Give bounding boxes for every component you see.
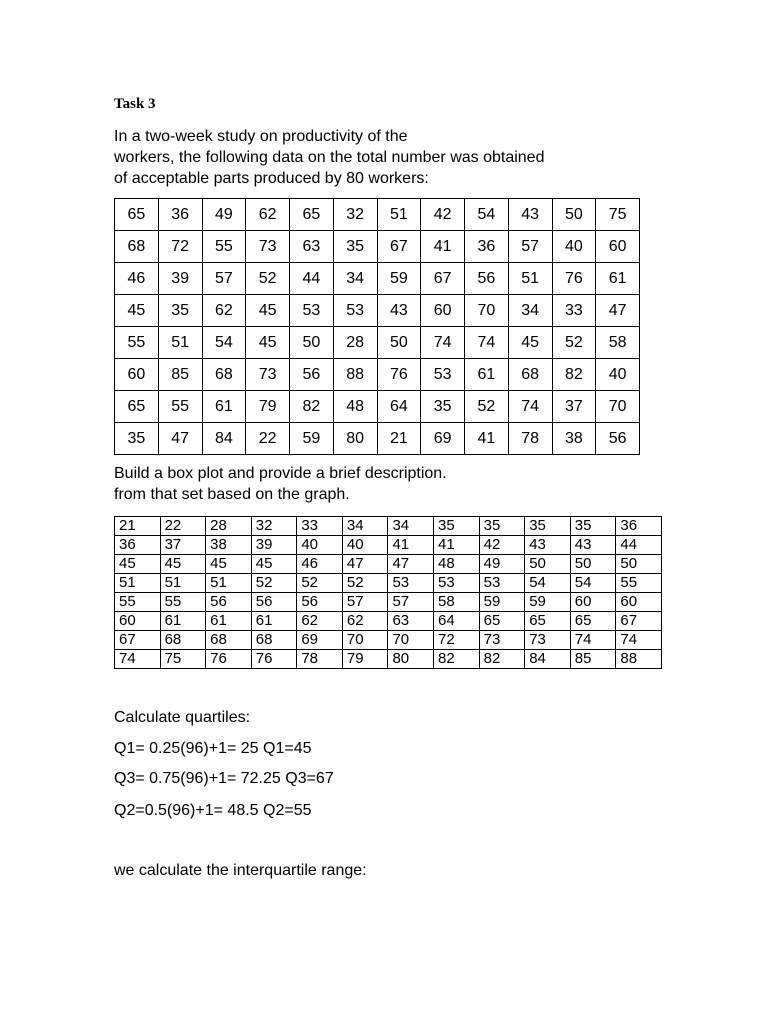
table-cell: 36 (616, 517, 662, 536)
table-cell: 59 (377, 263, 421, 295)
table-cell: 79 (246, 391, 290, 423)
table-cell: 60 (596, 231, 640, 263)
intro-paragraph (114, 126, 544, 189)
table-cell: 60 (616, 593, 662, 612)
table-cell: 45 (246, 327, 290, 359)
table-cell: 38 (552, 423, 596, 455)
table-cell: 40 (342, 536, 388, 555)
table-cell: 59 (525, 593, 571, 612)
table-cell: 50 (616, 555, 662, 574)
table-cell: 49 (479, 555, 525, 574)
table-row (115, 263, 640, 295)
table-cell: 37 (160, 536, 206, 555)
table-cell: 55 (160, 593, 206, 612)
table-cell: 79 (342, 650, 388, 669)
table-cell: 49 (202, 199, 246, 231)
table-cell: 61 (596, 263, 640, 295)
table-cell: 35 (115, 423, 159, 455)
table-cell: 59 (479, 593, 525, 612)
table-cell: 28 (333, 327, 377, 359)
table-cell: 57 (342, 593, 388, 612)
table-cell: 34 (388, 517, 434, 536)
q3-calculation: Q3= 0.75(96)+1= 72.25 Q3=67 (114, 770, 334, 787)
table-cell: 39 (251, 536, 297, 555)
table-row (115, 593, 662, 612)
table-cell: 47 (158, 423, 202, 455)
table-cell: 43 (525, 536, 571, 555)
table-cell: 75 (160, 650, 206, 669)
intro-line: In a two-week study on productivity of the (114, 128, 408, 145)
intro-line: workers, the following data on the total number was obtained (114, 149, 545, 166)
table-cell: 68 (160, 631, 206, 650)
table-row (115, 359, 640, 391)
build-instructions (114, 463, 447, 505)
table-cell: 59 (290, 423, 334, 455)
table-cell: 65 (525, 612, 571, 631)
table-cell: 53 (290, 295, 334, 327)
table-cell: 74 (115, 650, 161, 669)
task-title: Task 3 (114, 96, 156, 112)
table-cell: 70 (465, 295, 509, 327)
table-cell: 35 (421, 391, 465, 423)
table-cell: 78 (297, 650, 343, 669)
q2-calculation: Q2=0.5(96)+1= 48.5 Q2=55 (114, 802, 312, 819)
table-cell: 44 (290, 263, 334, 295)
table-row (115, 574, 662, 593)
table-cell: 56 (206, 593, 252, 612)
table-cell: 88 (333, 359, 377, 391)
table-cell: 56 (297, 593, 343, 612)
table-cell: 52 (342, 574, 388, 593)
table-row (115, 231, 640, 263)
table-cell: 36 (465, 231, 509, 263)
table-cell: 88 (616, 650, 662, 669)
table-cell: 65 (115, 199, 159, 231)
table-cell: 50 (377, 327, 421, 359)
table-cell: 52 (552, 327, 596, 359)
table-cell: 74 (465, 327, 509, 359)
build-line: Build a box plot and provide a brief description. (114, 465, 447, 482)
table-cell: 43 (377, 295, 421, 327)
table-cell: 51 (158, 327, 202, 359)
build-line: from that set based on the graph. (114, 486, 350, 503)
table-cell: 53 (421, 359, 465, 391)
table-cell: 68 (251, 631, 297, 650)
table-cell: 60 (115, 359, 159, 391)
table-cell: 44 (616, 536, 662, 555)
table-cell: 62 (342, 612, 388, 631)
table-cell: 34 (333, 263, 377, 295)
table-cell: 51 (377, 199, 421, 231)
table-cell: 64 (434, 612, 480, 631)
table-cell: 67 (115, 631, 161, 650)
table-cell: 85 (158, 359, 202, 391)
table-cell: 69 (297, 631, 343, 650)
table-cell: 76 (251, 650, 297, 669)
table-cell: 73 (525, 631, 571, 650)
table-cell: 74 (616, 631, 662, 650)
table-cell: 51 (206, 574, 252, 593)
table-cell: 60 (570, 593, 616, 612)
table-cell: 46 (297, 555, 343, 574)
table-cell: 54 (465, 199, 509, 231)
table-row (115, 650, 662, 669)
table-cell: 35 (479, 517, 525, 536)
table-cell: 67 (377, 231, 421, 263)
table-cell: 68 (206, 631, 252, 650)
table-cell: 45 (508, 327, 552, 359)
table-cell: 56 (465, 263, 509, 295)
table-cell: 85 (570, 650, 616, 669)
table-cell: 82 (479, 650, 525, 669)
table-cell: 41 (421, 231, 465, 263)
table-cell: 60 (115, 612, 161, 631)
table-cell: 67 (421, 263, 465, 295)
table-cell: 39 (158, 263, 202, 295)
table-cell: 61 (160, 612, 206, 631)
table-cell: 82 (552, 359, 596, 391)
table-cell: 48 (333, 391, 377, 423)
table-cell: 76 (552, 263, 596, 295)
table-cell: 58 (434, 593, 480, 612)
table-cell: 35 (434, 517, 480, 536)
table-cell: 33 (552, 295, 596, 327)
table-cell: 40 (552, 231, 596, 263)
table-cell: 34 (342, 517, 388, 536)
table-cell: 37 (552, 391, 596, 423)
table-cell: 70 (388, 631, 434, 650)
table-row (115, 555, 662, 574)
table-cell: 63 (388, 612, 434, 631)
table-cell: 32 (333, 199, 377, 231)
table-cell: 61 (206, 612, 252, 631)
table-cell: 32 (251, 517, 297, 536)
table-cell: 78 (508, 423, 552, 455)
table-cell: 52 (251, 574, 297, 593)
table-cell: 50 (552, 199, 596, 231)
table-cell: 84 (525, 650, 571, 669)
table-cell: 50 (290, 327, 334, 359)
table-cell: 65 (570, 612, 616, 631)
table-row (115, 391, 640, 423)
table-cell: 73 (479, 631, 525, 650)
table-cell: 68 (508, 359, 552, 391)
table-cell: 80 (333, 423, 377, 455)
table-cell: 53 (333, 295, 377, 327)
table-cell: 53 (434, 574, 480, 593)
table-cell: 57 (202, 263, 246, 295)
table-cell: 50 (525, 555, 571, 574)
table-cell: 55 (202, 231, 246, 263)
table-cell: 45 (251, 555, 297, 574)
table-cell: 43 (570, 536, 616, 555)
table-cell: 64 (377, 391, 421, 423)
table-cell: 55 (616, 574, 662, 593)
intro-line: of acceptable parts produced by 80 workers: (114, 170, 429, 187)
table-cell: 40 (596, 359, 640, 391)
table-cell: 74 (508, 391, 552, 423)
table-cell: 55 (158, 391, 202, 423)
table-row (115, 517, 662, 536)
table-cell: 54 (202, 327, 246, 359)
table-cell: 42 (479, 536, 525, 555)
table-cell: 61 (251, 612, 297, 631)
table-cell: 36 (158, 199, 202, 231)
table-row (115, 631, 662, 650)
table-row (115, 536, 662, 555)
table-cell: 48 (434, 555, 480, 574)
table-cell: 41 (388, 536, 434, 555)
table-cell: 35 (525, 517, 571, 536)
table-cell: 56 (251, 593, 297, 612)
table-cell: 73 (246, 231, 290, 263)
table-cell: 45 (160, 555, 206, 574)
table-row (115, 327, 640, 359)
table-cell: 62 (246, 199, 290, 231)
table-cell: 41 (465, 423, 509, 455)
table-cell: 46 (115, 263, 159, 295)
table-cell: 47 (388, 555, 434, 574)
table-cell: 82 (290, 391, 334, 423)
table-cell: 70 (596, 391, 640, 423)
table-cell: 53 (479, 574, 525, 593)
table-cell: 35 (570, 517, 616, 536)
table-cell: 84 (202, 423, 246, 455)
table-cell: 63 (290, 231, 334, 263)
table-cell: 57 (508, 231, 552, 263)
raw-data-table (114, 198, 640, 455)
table-row (115, 199, 640, 231)
table-cell: 47 (596, 295, 640, 327)
table-row (115, 423, 640, 455)
table-cell: 52 (246, 263, 290, 295)
table-cell: 56 (290, 359, 334, 391)
table-cell: 35 (158, 295, 202, 327)
table-cell: 45 (206, 555, 252, 574)
table-cell: 36 (115, 536, 161, 555)
table-cell: 22 (246, 423, 290, 455)
table-cell: 76 (377, 359, 421, 391)
table-cell: 58 (596, 327, 640, 359)
table-cell: 73 (246, 359, 290, 391)
table-cell: 51 (160, 574, 206, 593)
table-cell: 72 (158, 231, 202, 263)
table-cell: 65 (115, 391, 159, 423)
table-cell: 60 (421, 295, 465, 327)
table-row (115, 295, 640, 327)
table-cell: 75 (596, 199, 640, 231)
table-cell: 51 (508, 263, 552, 295)
table-cell: 76 (206, 650, 252, 669)
table-cell: 21 (377, 423, 421, 455)
table-cell: 68 (202, 359, 246, 391)
table-cell: 34 (508, 295, 552, 327)
table-cell: 65 (290, 199, 334, 231)
table-cell: 50 (570, 555, 616, 574)
table-cell: 22 (160, 517, 206, 536)
table-cell: 40 (297, 536, 343, 555)
table-cell: 45 (115, 295, 159, 327)
table-cell: 74 (570, 631, 616, 650)
table-cell: 54 (570, 574, 616, 593)
table-cell: 51 (115, 574, 161, 593)
table-cell: 54 (525, 574, 571, 593)
table-cell: 52 (297, 574, 343, 593)
table-cell: 68 (115, 231, 159, 263)
sorted-data-table (114, 516, 662, 669)
table-cell: 55 (115, 593, 161, 612)
iqr-text: we calculate the interquartile range: (114, 862, 367, 879)
table-cell: 41 (434, 536, 480, 555)
table-cell: 56 (596, 423, 640, 455)
table-cell: 45 (246, 295, 290, 327)
table-cell: 61 (465, 359, 509, 391)
table-cell: 55 (115, 327, 159, 359)
table-cell: 57 (388, 593, 434, 612)
table-cell: 67 (616, 612, 662, 631)
table-cell: 74 (421, 327, 465, 359)
quartiles-heading: Calculate quartiles: (114, 709, 251, 726)
table-cell: 33 (297, 517, 343, 536)
table-cell: 80 (388, 650, 434, 669)
table-cell: 62 (202, 295, 246, 327)
table-cell: 53 (388, 574, 434, 593)
table-row (115, 612, 662, 631)
table-cell: 72 (434, 631, 480, 650)
q1-calculation: Q1= 0.25(96)+1= 25 Q1=45 (114, 740, 312, 757)
table-cell: 62 (297, 612, 343, 631)
table-cell: 65 (479, 612, 525, 631)
table-cell: 70 (342, 631, 388, 650)
table-cell: 35 (333, 231, 377, 263)
table-cell: 69 (421, 423, 465, 455)
table-cell: 43 (508, 199, 552, 231)
table-cell: 82 (434, 650, 480, 669)
table-cell: 42 (421, 199, 465, 231)
table-cell: 38 (206, 536, 252, 555)
table-cell: 28 (206, 517, 252, 536)
table-cell: 45 (115, 555, 161, 574)
table-cell: 21 (115, 517, 161, 536)
table-cell: 52 (465, 391, 509, 423)
table-cell: 61 (202, 391, 246, 423)
table-cell: 47 (342, 555, 388, 574)
